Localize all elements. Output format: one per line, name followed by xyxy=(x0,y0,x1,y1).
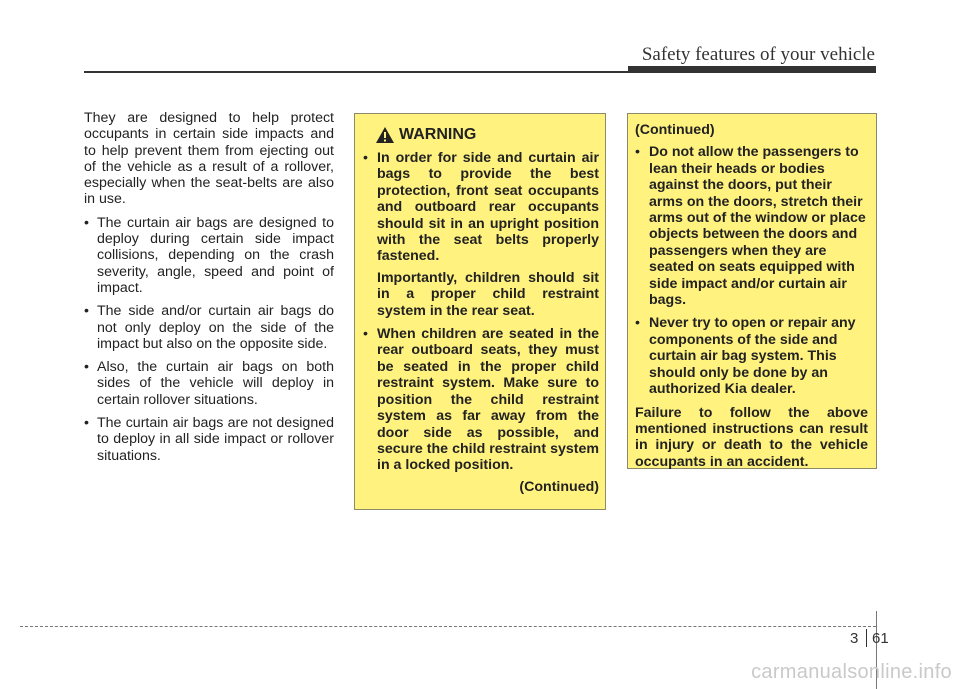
list-item: • The curtain air bags are not designed to deploy in all side impact or rollover situations. xyxy=(84,415,334,464)
list-item: • Do not allow the passengers to lean their heads or bodies against the doors, put their arms on the doors, stretch their arms out of the window or place objects between the doors and passengers when they are seated on seats equipped with side impact and/or curtain air bags. xyxy=(635,144,868,308)
warning-list-3 xyxy=(635,144,868,397)
chapter-number: 3 xyxy=(850,630,859,647)
list-item: • Never try to open or repair any components of the side and curtain air bag system. This should only be done by an authorized Kia dealer. xyxy=(635,315,868,397)
warning-box-continued xyxy=(627,113,877,469)
page-number: 61 xyxy=(872,630,889,647)
warning-closing: Failure to follow the above mentioned instructions can result in injury or death to the vehicle occupants in an accident. xyxy=(635,404,868,470)
airbag-bullet-list xyxy=(84,215,334,464)
warning-box xyxy=(354,113,606,510)
warning-list-2 xyxy=(363,326,599,474)
warning-subparagraph: Importantly, children should sit in a proper child restraint system in the rear seat. xyxy=(377,269,599,319)
list-item: • The curtain air bags are designed to deploy during certain side impact collisions, depending on the crash severity, angle, speed and point of impact. xyxy=(84,215,334,296)
page-header-title: Safety features of your vehicle xyxy=(641,44,875,65)
header-rule-accent xyxy=(628,66,876,72)
list-item: • When children are seated in the rear outboard seats, they must be seated in the proper child restraint system. Make sure to position the child restraint system as far away from the door side as possible, and secure the child restraint system in a locked position. xyxy=(363,326,599,474)
continued-label: (Continued) xyxy=(635,122,715,138)
list-item: • In order for side and curtain air bags to provide the best protection, front seat occupants and outboard rear occupants should sit in an upright position with the seat belts properly fastened. xyxy=(363,150,599,265)
warning-header xyxy=(375,126,599,144)
warning-list xyxy=(363,150,599,265)
watermark: carmanualsonline.info xyxy=(751,661,952,683)
list-item: • The side and/or curtain air bags do not only deploy on the side of the impact but also on the opposite side. xyxy=(84,303,334,352)
warning-title: WARNING xyxy=(399,125,477,143)
list-item: • Also, the curtain air bags on both sides of the vehicle will deploy in certain rollover situations. xyxy=(84,359,334,408)
continued-label: (Continued) xyxy=(519,478,599,495)
body-column xyxy=(84,110,334,471)
intro-paragraph: They are designed to help protect occupants in certain side impacts and to help prevent them from ejecting out of the vehicle as a result of a rollover, especially when the seat-belts are also in use. xyxy=(84,110,334,208)
warning-triangle-icon xyxy=(375,126,395,144)
page-number-separator xyxy=(866,629,867,647)
footer-rule xyxy=(20,626,876,627)
